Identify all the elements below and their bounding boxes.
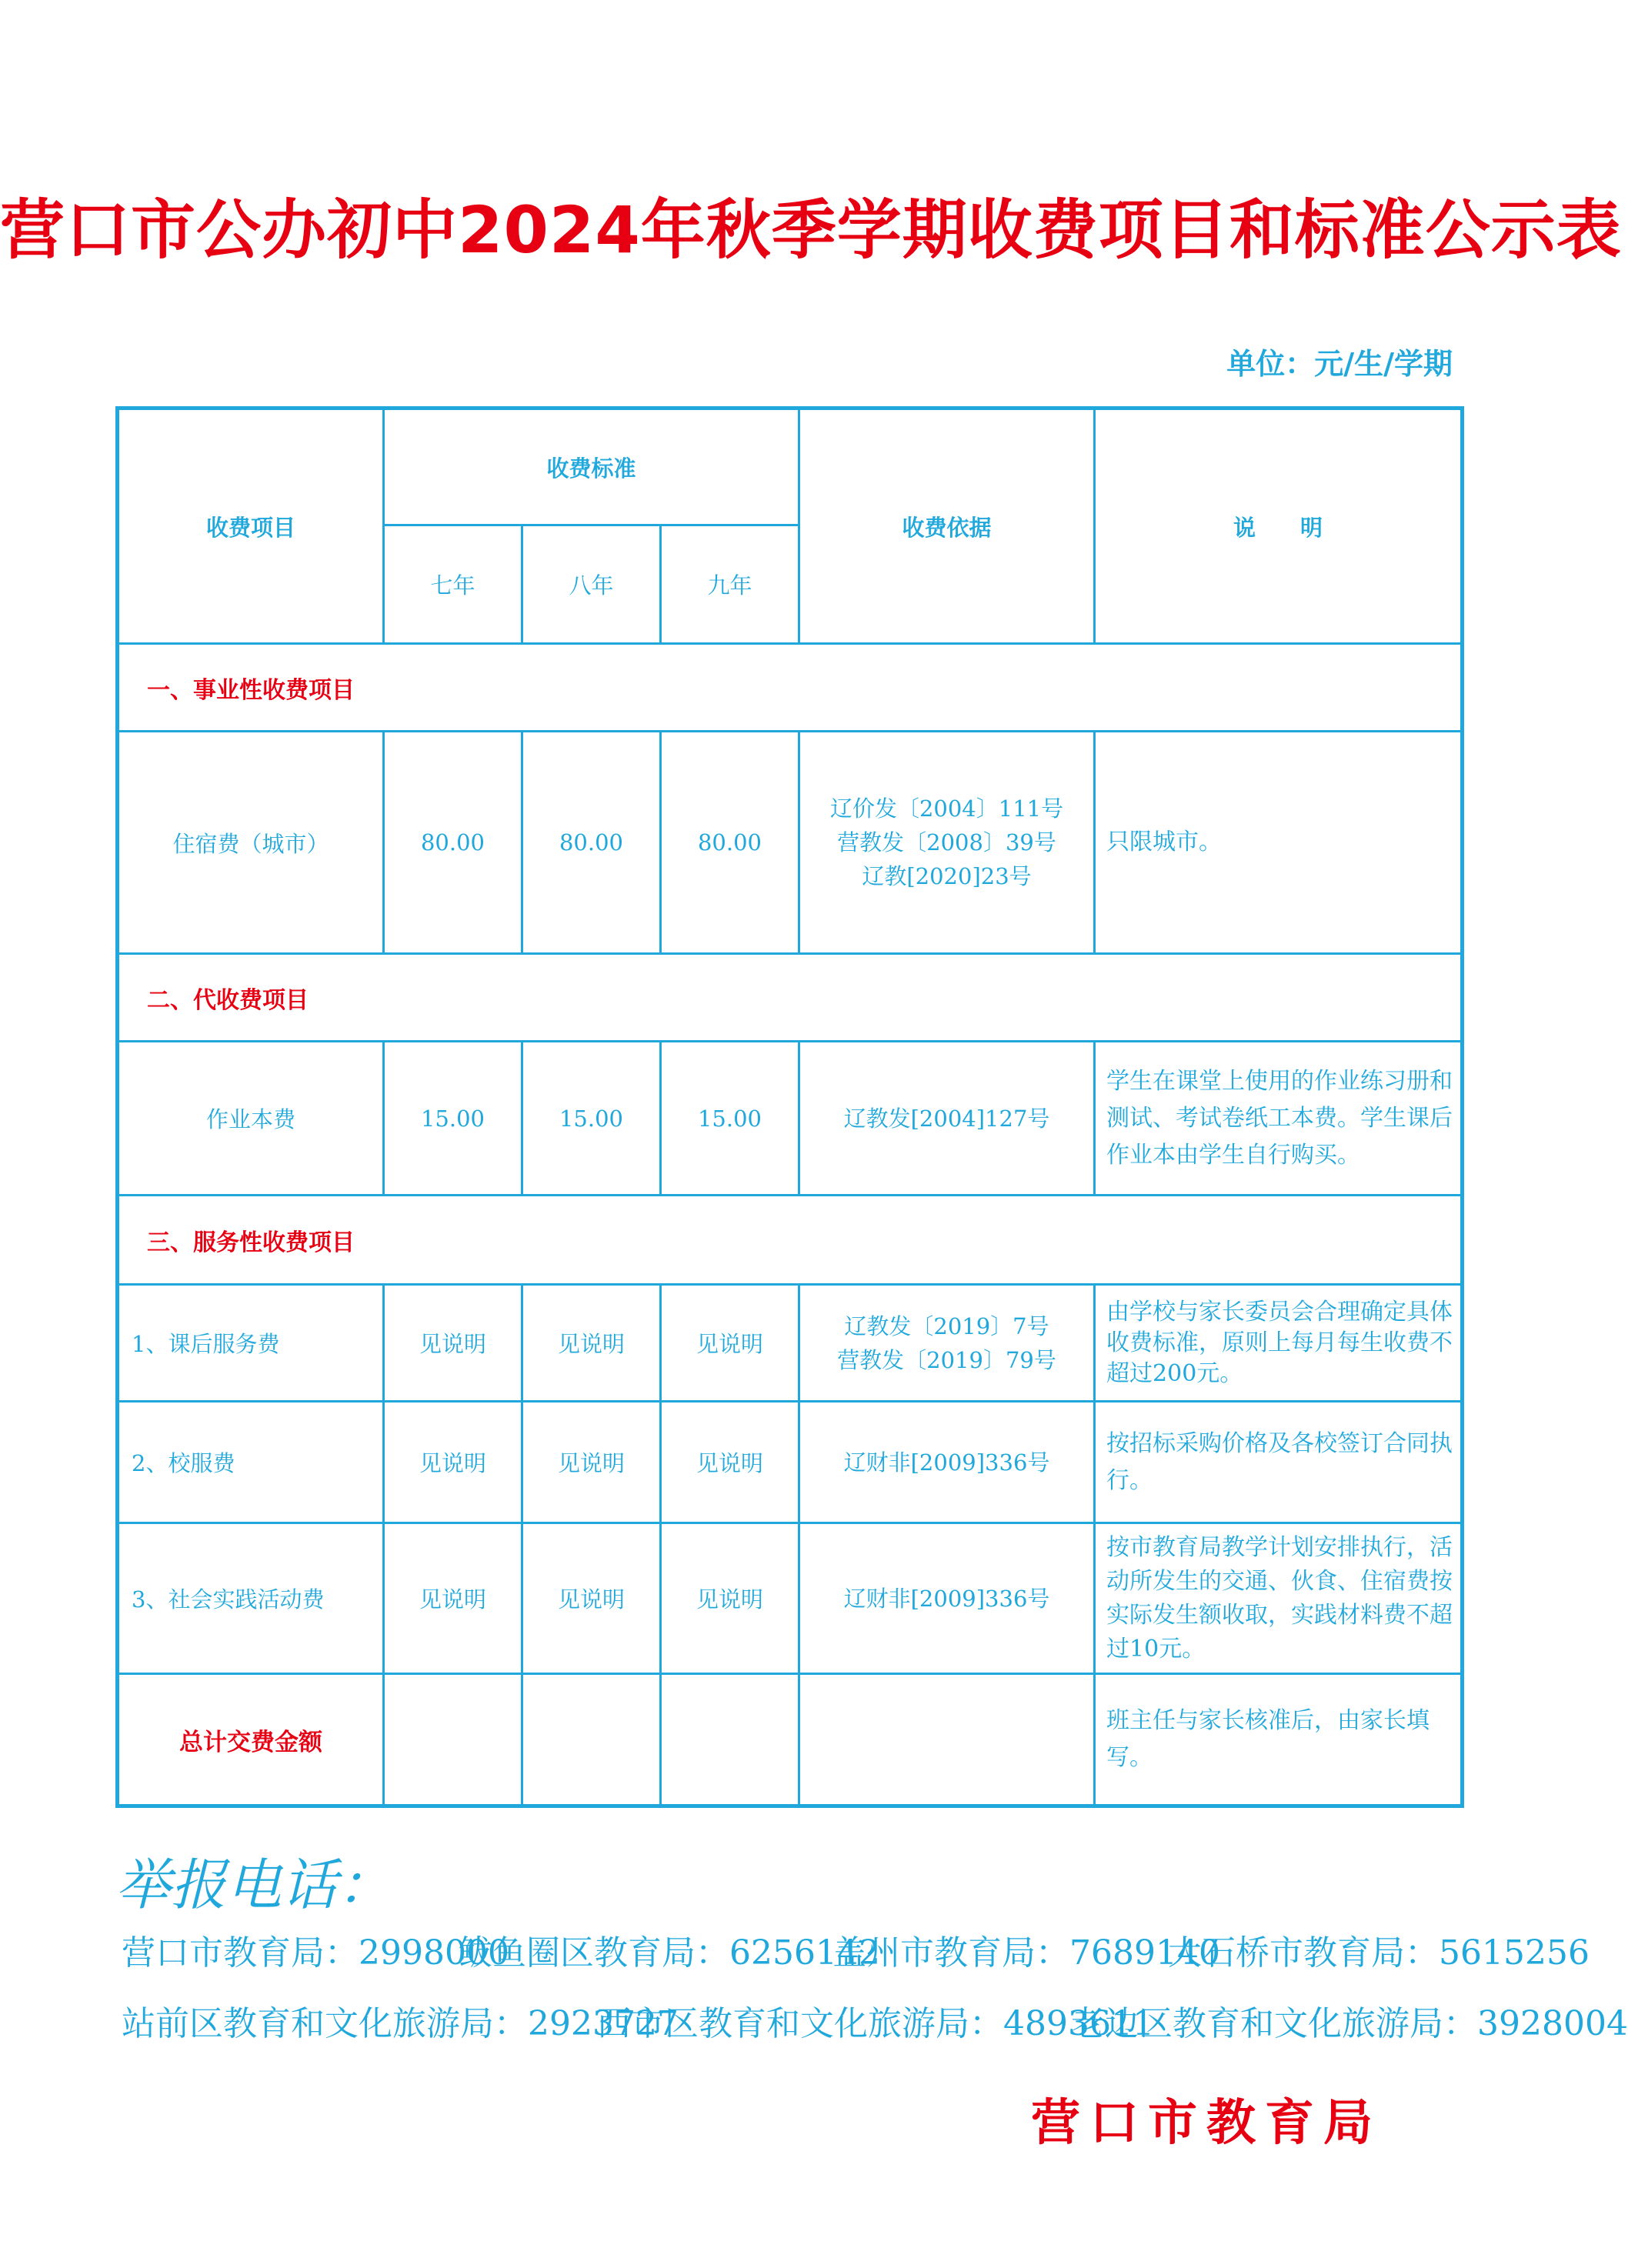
total-remark: 班主任与家长核准后，由家长填写。 [1095, 1674, 1463, 1806]
grade-9-fee: 见说明 [661, 1285, 799, 1402]
basis-line: 辽价发〔2004〕111号 [829, 795, 1064, 822]
table-row [118, 1523, 1463, 1674]
header-basis: 收费依据 [799, 409, 1095, 644]
header-remark: 说 明 [1095, 409, 1463, 644]
table-row [118, 1402, 1463, 1523]
item-name: 2、校服费 [118, 1402, 384, 1523]
contact-gaizhou: 盖州市教育局：7689140 [832, 1933, 1220, 1973]
grade-7-fee: 15.00 [384, 1042, 522, 1196]
remark: 学生在课堂上使用的作业练习册和测试、考试卷纸工本费。学生课后作业本由学生自行购买。 [1095, 1042, 1463, 1196]
grade-9-fee: 80.00 [661, 732, 799, 954]
table-row [118, 1042, 1463, 1196]
contact-zhanqian: 站前区教育和文化旅游局：2923727 [122, 2004, 679, 2043]
header-item: 收费项目 [118, 409, 384, 644]
item-name: 3、社会实践活动费 [118, 1523, 384, 1674]
grade-8-fee: 80.00 [522, 732, 661, 954]
total-label: 总计交费金额 [118, 1674, 384, 1806]
issuer-name: 营口市教育局 [1031, 2094, 1382, 2152]
grade-8-fee: 15.00 [522, 1042, 661, 1196]
basis-line: 辽教发〔2019〕7号 [844, 1312, 1049, 1339]
grade-7-fee: 见说明 [384, 1523, 522, 1674]
contact-dashiqiao: 大石桥市教育局：5615256 [1168, 1933, 1590, 1973]
grade-8-fee: 见说明 [522, 1402, 661, 1523]
remark: 按招标采购价格及各校签订合同执行。 [1095, 1402, 1463, 1523]
basis-line: 辽财非[2009]336号 [843, 1585, 1050, 1612]
grade-7-fee: 80.00 [384, 732, 522, 954]
fee-basis [799, 1402, 1095, 1523]
basis-line: 辽教发[2004]127号 [843, 1105, 1050, 1132]
header-standard: 收费标准 [384, 409, 799, 525]
basis-line: 辽教[2020]23号 [862, 863, 1032, 889]
table-row [118, 1285, 1463, 1402]
header-grade-8: 八年 [522, 525, 661, 644]
grade-9-fee: 见说明 [661, 1523, 799, 1674]
contact-laobian: 老边区教育和文化旅游局：3928004 [1071, 2004, 1628, 2043]
table-row [118, 732, 1463, 954]
total-grade-9 [661, 1674, 799, 1806]
item-name: 作业本费 [118, 1042, 384, 1196]
fee-table [115, 406, 1464, 1808]
grade-9-fee: 15.00 [661, 1042, 799, 1196]
total-basis [799, 1674, 1095, 1806]
section-title: 二、代收费项目 [118, 954, 1463, 1042]
grade-7-fee: 见说明 [384, 1285, 522, 1402]
section-title: 三、服务性收费项目 [118, 1196, 1463, 1285]
remark: 只限城市。 [1095, 732, 1463, 954]
contact-yingkou: 营口市教育局：2998000 [122, 1933, 509, 1973]
basis-line: 营教发〔2008〕39号 [837, 829, 1056, 856]
total-grade-7 [384, 1674, 522, 1806]
header-grade-7: 七年 [384, 525, 522, 644]
grade-8-fee: 见说明 [522, 1523, 661, 1674]
basis-line: 辽财非[2009]336号 [843, 1449, 1050, 1476]
unit-label: 单位：元/生/学期 [1226, 347, 1453, 381]
basis-line: 营教发〔2019〕79号 [837, 1346, 1056, 1373]
fee-basis [799, 1042, 1095, 1196]
remark: 按市教育局教学计划安排执行，活动所发生的交通、伙食、住宿费按实际发生额收取，实践材料费不超过10元。 [1095, 1523, 1463, 1674]
header-grade-9: 九年 [661, 525, 799, 644]
item-name: 住宿费（城市） [118, 732, 384, 954]
item-name: 1、课后服务费 [118, 1285, 384, 1402]
total-grade-8 [522, 1674, 661, 1806]
grade-7-fee: 见说明 [384, 1402, 522, 1523]
page-title: 营口市公办初中2024年秋季学期收费项目和标准公示表 [0, 192, 1622, 268]
fee-basis [799, 732, 1095, 954]
remark: 由学校与家长委员会合理确定具体收费标准，原则上每月每生收费不超过200元。 [1095, 1285, 1463, 1402]
report-phone-title: 举报电话： [115, 1853, 393, 1917]
total-row [118, 1674, 1463, 1806]
fee-basis [799, 1523, 1095, 1674]
grade-8-fee: 见说明 [522, 1285, 661, 1402]
grade-9-fee: 见说明 [661, 1402, 799, 1523]
section-title: 一、事业性收费项目 [118, 644, 1463, 732]
contact-bayuquan: 鲅鱼圈区教育局：6256142 [459, 1933, 880, 1973]
fee-basis [799, 1285, 1095, 1402]
contact-xishi: 西市区教育和文化旅游局：4893611 [597, 2004, 1154, 2043]
